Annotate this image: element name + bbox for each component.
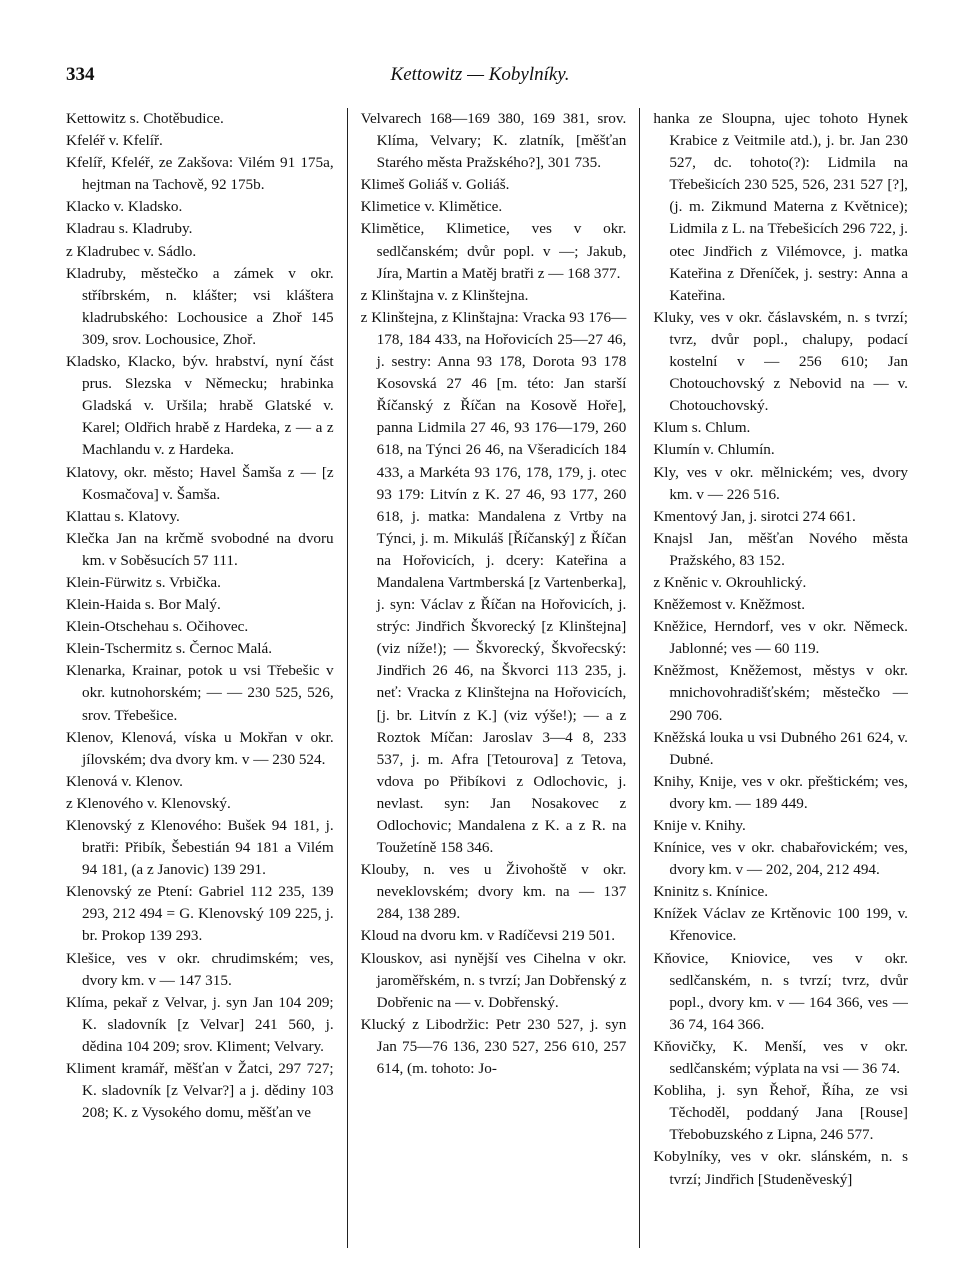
page-header <box>66 64 894 90</box>
index-entry: Kladruby, městečko a zámek v okr. stříbrském, n. klášter; vsi kláštera kladrubského: Lochousice a Zhoř 145 309, srov. Lochousice, Zhoř. <box>66 264 334 348</box>
index-entry: Kněžská louka u vsi Dubného 261 624, v. Dubné. <box>653 728 908 768</box>
index-entry: Kluky, ves v okr. čáslavském, n. s tvrzí; tvrz, dvůr popl., chalupy, podací kostelní v — 256 610; Jan Chotouchovský z Nebovid na — v. Chotouchovský. <box>653 308 908 415</box>
index-entry: Klimetice v. Klimětice. <box>360 198 503 216</box>
index-entry: Kněžice, Herndorf, ves v okr. Německ. Jablonné; ves — 60 119. <box>653 618 908 658</box>
index-entry: Kfelíř, Kfeléř, ze Zakšova: Vilém 91 175a, hejtman na Tachově, 92 175b. <box>66 154 334 194</box>
index-entry: z Kněnic v. Okrouhlický. <box>653 573 807 591</box>
index-entry: Klimeš Goliáš v. Goliáš. <box>360 176 510 194</box>
index-entry: Knihy, Knije, ves v okr. přeštickém; ves, dvory km. — 189 449. <box>653 772 908 812</box>
index-entry: hanka ze Sloupna, ujec tohoto Hynek Krabice z Veitmile atd.), j. br. Jan 230 527, dc. tohoto(?): Lidmila na Třebešicích 230 525, 526, 231 527 [?], (j. m. Zikmund Materna z Květnice); Lidmila z L. na Třebešicích 296 722, j. otec Jindřich z Vilémovce, j. matka Kateřina z Dřeníček, j. sestry: Anna a Kateřina. <box>653 110 908 304</box>
index-entry: Kfeléř v. Kfelíř. <box>66 132 163 150</box>
page-number: 334 <box>66 64 95 85</box>
index-entry: Kninitz s. Knínice. <box>653 883 769 901</box>
index-entry: Knije v. Knihy. <box>653 817 746 834</box>
index-entry: Klumín v. Chlumín. <box>653 441 775 459</box>
index-entry: Kly, ves v okr. mělnickém; ves, dvory km. v — 226 516. <box>653 463 908 503</box>
index-entry: Kobliha, j. syn Řehoř, Říha, ze vsi Těchoděl, poddaný Jana [Rouse] Třebobuzského z Lipna, 246 577. <box>653 1082 908 1144</box>
index-entry: Klenov, Klenová, víska u Mokřan v okr. jílovském; dva dvory km. v — 230 524. <box>66 728 334 768</box>
index-entry: z Kladrubec v. Sádlo. <box>66 242 197 260</box>
index-entry: Kňovičky, K. Menší, ves v okr. sedlčanském; výplata na vsi — 36 74. <box>653 1037 908 1078</box>
index-entry: Klečka Jan na krčmě svobodné na dvoru km. v Soběsucích 57 111. <box>66 529 334 569</box>
running-title: Kettowitz — Kobylníky. <box>390 64 570 85</box>
index-entry: Klatovy, okr. město; Havel Šamša z — [z Kosmačova] v. Šamša. <box>66 463 334 503</box>
index-entry: Kmentový Jan, j. sirotci 274 661. <box>653 507 856 525</box>
index-entry: z Klinštejna, z Klinštajna: Vracka 93 176—178, 184 433, na Hořovicích 25—27 46, j. sestry: Anna 93 178, Dorota 93 178 Kosovská 27 46 [m. této: Jan starší Říčanský z Říčan na Kosově Hoře], panna Lidmila 27 46, 93 176—179, 260 618, na Týnci 26 46, na Všeradicích 184 433, a Markéta 93 176, 178, 179, j. otec 93 179: Litvín z K. 27 46, 93 177, 260 618, j. matka: Mandalena z Vrtby na Týnci, j. m. Mikuláš [Říčanský] z Říčan na Hořovicích, j. dcery: Kateřina a Mandalena Vartmberská [z Vartenberka], j. syn: Václav z Říčan na Hořovicích, j. strýc: Jindřich Škvorecký [z Klinštejna] (viz níže!); — Škvorecký, Škvořecský: Jindřich 26 46, na Škvorci 113 235, j. neť: Vracka z Klinštejna na Hořovicích, [j. br. Litvín z K.] (viz výše!); — a z Roztok Míčan: Jaroslav 3—4 8, 233 537, j. m. Afra [Tetourova] z Tetova, vdova po Přibíkovi z Odlochovic, j. nevlast. syn: Jan Nosakovec z Odlochovic; Mandalena z K. a z R. na Toužetíně 158 346. <box>360 308 627 857</box>
index-entry: Klouby, n. ves u Živohoště v okr. neveklovském; dvory km. na — 137 284, 138 289. <box>360 861 627 923</box>
index-entry: z Klenového v. Klenovský. <box>66 794 231 812</box>
index-entry: Klenarka, Krainar, potok u vsi Třebešic v okr. kutnohorském; — — 230 525, 526, srov. Třebešice. <box>66 662 334 724</box>
index-entry: Kňovice, Kniovice, ves v okr. sedlčanském, n. s tvrzí; tvrz, dvůr popl., dvory km. v — 164 366, ves — 36 74, 164 366. <box>653 949 908 1033</box>
index-entry: Kobylníky, ves v okr. slánském, n. s tvrzí; Jindřich [Studeněveský] <box>653 1148 908 1188</box>
index-entry: Klucký z Libodržic: Petr 230 527, j. syn Jan 75—76 136, 230 527, 256 610, 257 614, (m. tohoto: Jo- <box>360 1015 627 1078</box>
index-entry: Klenovský ze Ptení: Gabriel 112 235, 139 293, 212 494 = G. Klenovský 109 225, j. br. Prokop 139 293. <box>66 883 334 945</box>
index-entry: Klimětice, Klimetice, ves v okr. sedlčanském; dvůr popl. v —; Jakub, Jíra, Martin a Matěj bratři z — 168 377. <box>360 220 627 282</box>
column-3 <box>639 108 908 1248</box>
index-entry: Velvarech 168—169 380, 169 381, srov. Klíma, Velvary; K. zlatník, [měšťan Starého města Pražského?], 301 735. <box>360 110 627 172</box>
column-1 <box>66 108 347 1248</box>
index-entry: Kettowitz s. Chotěbudice. <box>66 110 224 127</box>
index-entry: Klacko v. Kladsko. <box>66 198 183 216</box>
index-entry: Kloud na dvoru km. v Radíčevsi 219 501. <box>360 927 616 945</box>
column-2 <box>347 108 640 1248</box>
index-entry: z Klinštajna v. z Klinštejna. <box>360 286 529 304</box>
index-entry: Klenová v. Klenov. <box>66 772 183 790</box>
index-entry: Knínice, ves v okr. chabařovickém; ves, dvory km. v — 202, 204, 212 494. <box>653 839 908 879</box>
index-entry: Kněžemost v. Kněžmost. <box>653 596 806 614</box>
index-columns <box>66 108 908 1248</box>
index-entry: Klíma, pekař z Velvar, j. syn Jan 104 209; K. sladovník [z Velvar] 241 560, j. dědina 104 209; srov. Kliment; Velvary. <box>66 993 334 1055</box>
index-entry: Kladsko, Klacko, býv. hrabství, nyní část prus. Slezska v Německu; hrabinka Gladská v. Uršila; hrabě Glatské v. Karel; Oldřich hrabě z Hardeka, z — a z Machlandu v. z Hardeka. <box>66 353 334 459</box>
index-entry: Klenovský z Klenového: Bušek 94 181, j. bratři: Přibík, Šebestián 94 181 a Vilém 94 181, (a z Janovic) 139 291. <box>66 817 334 879</box>
index-entry: Knajsl Jan, měšťan Nového města Pražského, 83 152. <box>653 529 908 569</box>
index-entry: Klein-Haida s. Bor Malý. <box>66 596 221 614</box>
index-entry: Klouskov, asi nynější ves Cihelna v okr. jaroměřském, n. s tvrzí; Jan Dobřenský z Dobřenic na — v. Dobřenský. <box>360 949 627 1011</box>
index-entry: Knížek Václav ze Krtěnovic 100 199, v. Křenovice. <box>653 905 908 945</box>
index-entry: Kněžmost, Kněžemost, městys v okr. mnichovohradišťském; městečko — 290 706. <box>653 662 908 724</box>
index-entry: Kladrau s. Kladruby. <box>66 220 193 238</box>
index-entry: Klein-Tschermitz s. Černoc Malá. <box>66 640 273 658</box>
index-entry: Klešice, ves v okr. chrudimském; ves, dvory km. v — 147 315. <box>66 949 334 989</box>
index-entry: Kliment kramář, měšťan v Žatci, 297 727; K. sladovník [z Velvar?] a j. dědiny 103 208; K. z Vysokého domu, měšťan ve <box>66 1060 334 1122</box>
index-entry: Klein-Fürwitz s. Vrbička. <box>66 573 221 591</box>
index-entry: Klattau s. Klatovy. <box>66 507 180 525</box>
index-entry: Klum s. Chlum. <box>653 419 751 437</box>
index-entry: Klein-Otschehau s. Očihovec. <box>66 618 249 636</box>
